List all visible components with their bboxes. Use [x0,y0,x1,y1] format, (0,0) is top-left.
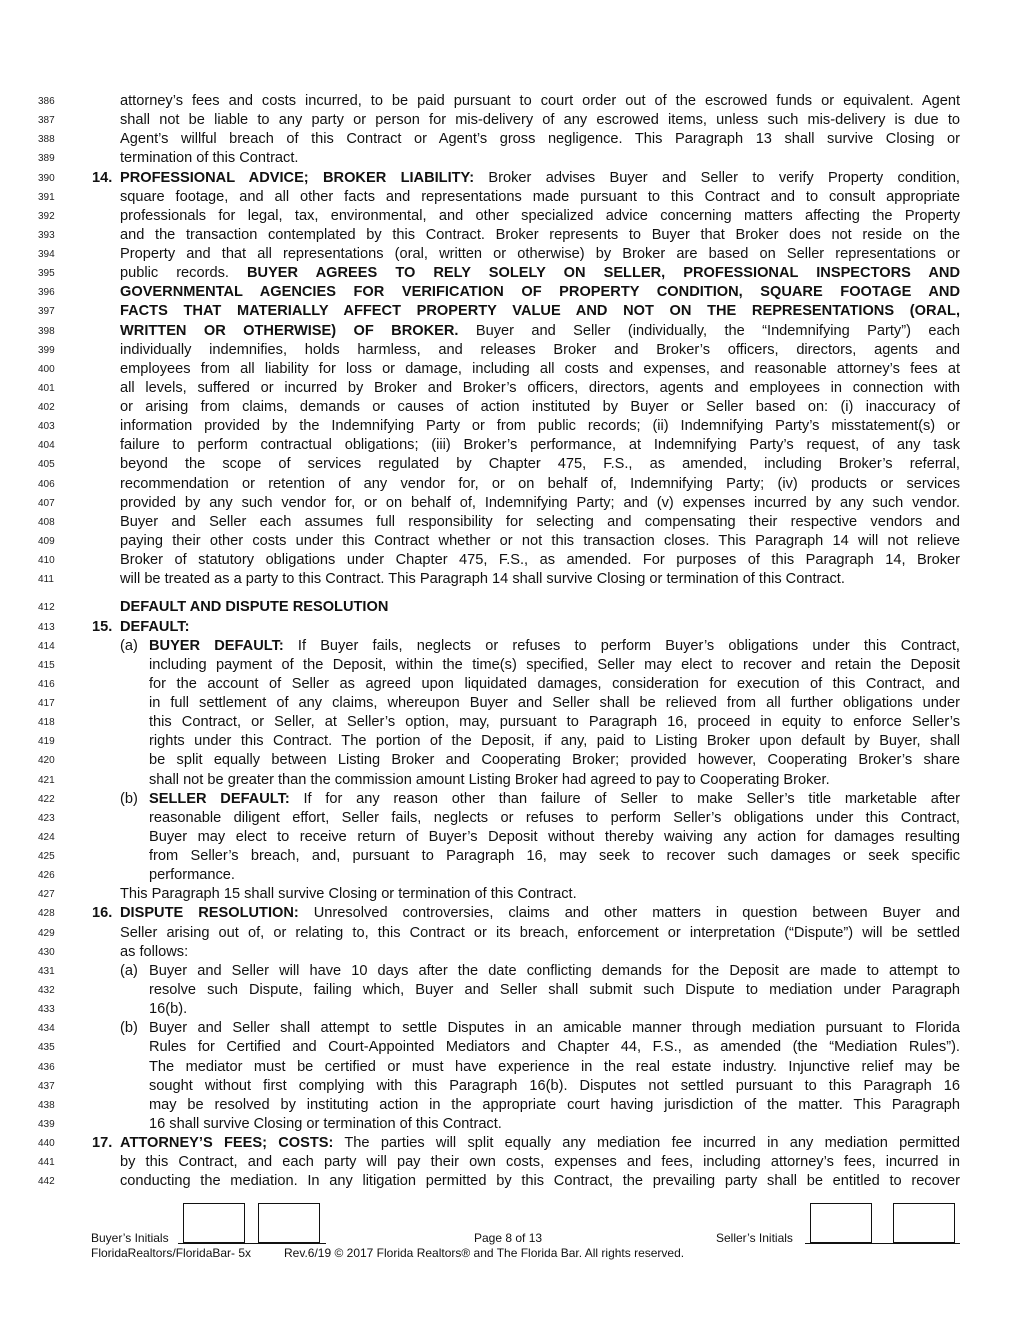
text-run: as follows: [120,943,189,960]
bold-text: DISPUTE RESOLUTION: [120,905,299,922]
bold-text: SELLER DEFAULT: [149,790,290,807]
document-line [0,111,1020,130]
line-number: 440 [38,1138,55,1150]
text-run: Seller arising out of, or relating to, this Contract or its breach, enforcement or interpretation (“Dispute”) will be settled [120,924,960,941]
line-number: 439 [38,1118,55,1130]
document-line [0,1153,1020,1172]
bold-text: DEFAULT AND DISPUTE RESOLUTION [120,599,389,616]
line-number: 425 [38,851,55,863]
line-text [149,866,960,885]
paragraph-label: (b) [120,790,138,807]
line-text [149,675,960,694]
text-run: employees from all liability for loss or damage, including all costs and expenses, and reasonable attorney’s fees at [120,360,960,377]
paragraph-label: (b) [120,1020,138,1037]
text-run: provided by any such vendor for, or on behalf of, Indemnifying Party; and (v) expenses incurred by any such vendor. [120,494,960,511]
text-run: beyond the scope of services regulated by Chapter 475, F.S., as amended, including Broker’s referral, [120,456,960,473]
text-run: If Buyer fails, neglects or refuses to perform Buyer’s obligations under this Contract, [283,637,960,654]
bold-text: GOVERNMENTAL AGENCIES FOR VERIFICATION OF PROPERTY CONDITION, SQUARE FOOTAGE AND [120,284,960,301]
text-run: sought without first complying with this Paragraph 16(b). Disputes not settled pursuant to this Paragraph 16 [149,1077,960,1094]
line-text [149,1077,960,1096]
document-line [0,475,1020,494]
line-text [120,207,960,226]
line-text [149,1019,960,1038]
bold-text: BUYER DEFAULT: [149,637,284,654]
line-text [149,809,960,828]
line-number: 437 [38,1080,55,1092]
document-line [0,1019,1020,1038]
document-line [0,302,1020,321]
line-number: 410 [38,555,55,567]
document-line [0,904,1020,923]
text-run: attorney’s fees and costs incurred, to be paid pursuant to court order out of the escrowed funds or equivalent. Agent [120,93,960,109]
document-line [0,360,1020,379]
document-line [0,436,1020,455]
line-number: 396 [38,287,55,299]
form-id: FloridaRealtors/FloridaBar- 5x [91,1246,252,1260]
line-text [120,1172,960,1191]
bold-text: DEFAULT: [120,618,190,635]
line-number: 433 [38,1004,55,1016]
document-line [0,1134,1020,1153]
document-line [0,598,1020,617]
document-line [0,1172,1020,1191]
document-line [0,981,1020,1000]
text-run: including payment of the Deposit, within the time(s) specified, Seller may elect to recover and retain the Deposit [149,656,960,673]
line-text [120,302,960,321]
document-line [0,1058,1020,1077]
bold-text: BUYER AGREES TO RELY SOLELY ON SELLER, PROFESSIONAL INSPECTORS AND [247,265,960,282]
line-text [120,570,960,589]
document-line [0,207,1020,226]
seller-initials-box-2[interactable] [893,1203,955,1243]
document-line [0,245,1020,264]
line-number: 409 [38,535,55,547]
line-text [120,92,960,111]
buyer-initials-box-2[interactable] [258,1203,320,1243]
line-text [120,1153,960,1172]
text-run: public records. [120,265,247,282]
text-run: Unresolved controversies, claims and other matters in question between Buyer and [298,905,960,922]
line-number: 429 [38,927,55,939]
paragraph-label: (a) [120,637,138,654]
line-text [149,1058,960,1077]
paragraph-label: 15. [92,618,113,635]
line-text [120,169,960,188]
line-number: 414 [38,640,55,652]
line-text [149,771,960,790]
line-text [120,398,960,417]
document-line [0,809,1020,828]
line-number: 412 [38,602,55,614]
line-text [149,1115,960,1134]
line-number: 399 [38,344,55,356]
text-run: shall not be greater than the commission amount Listing Broker had agreed to pay to Cooperating Broker. [149,771,830,788]
text-run: conducting the mediation. In any litigation permitted by this Contract, the prevailing party shall be entitled to recover [120,1173,960,1190]
document-line [0,532,1020,551]
line-text [120,475,960,494]
document-line [0,92,1020,111]
text-run: professionals for legal, tax, environmental, and other specialized advice concerning matters affecting the Property [120,207,960,224]
line-number: 430 [38,946,55,958]
line-number: 434 [38,1023,55,1035]
line-text [149,751,960,770]
line-text [149,790,960,809]
text-run: this Contract, or Seller, at Seller’s option, may, pursuant to Paragraph 16, proceed in equity to enforce Seller’s [149,714,960,731]
text-run: Buyer and Seller will have 10 days after the date conflicting demands for the Deposit are made to attempt to [149,962,960,979]
line-number: 398 [38,325,55,337]
line-number: 438 [38,1099,55,1111]
document-line [0,169,1020,188]
buyer-initials-box-1[interactable] [183,1203,245,1243]
document-line [0,341,1020,360]
line-number: 406 [38,478,55,490]
text-run: square footage, and all other facts and representations made pursuant to this Contract and to consult appropriate [120,188,960,205]
text-run: by this Contract, and each party will pay their own costs, expenses and fees, including attorney’s fees, incurred in [120,1154,960,1171]
line-number: 417 [38,698,55,710]
line-number: 418 [38,717,55,729]
line-text [120,188,960,207]
line-number: 431 [38,965,55,977]
text-run: If for any reason other than failure of Seller to make Seller’s title marketable after [289,790,960,807]
document-line [0,618,1020,637]
line-number: 386 [38,96,55,107]
line-text [120,436,960,455]
line-text [149,1000,960,1019]
text-run: Rules for Certified and Court-Appointed Mediators and Chapter 44, F.S., as amended (the “Mediation Rules”). [149,1039,960,1056]
text-run: Buyer may elect to receive return of Buyer’s Deposit without thereby waiving any action for damages resulting [149,828,960,845]
text-run: This Paragraph 15 shall survive Closing or termination of this Contract. [120,886,577,903]
document-line [0,637,1020,656]
text-run: rights under this Contract. The portion of the Deposit, if any, paid to Listing Broker upon default by Buyer, shall [149,733,960,750]
line-number: 402 [38,402,55,414]
text-run: reasonable diligent effort, Seller fails, neglects or refuses to perform Seller’s obligations under this Contract, [149,809,960,826]
line-number: 441 [38,1157,55,1169]
text-run: Buyer and Seller shall attempt to settle Disputes in an amicable manner through mediation pursuant to Florida [149,1020,960,1037]
line-text [120,379,960,398]
line-number: 420 [38,755,55,767]
line-text [120,551,960,570]
bold-text: WRITTEN OR OTHERWISE) OF BROKER. [120,322,459,339]
text-run: Broker advises Buyer and Seller to verify Property condition, [474,169,960,186]
line-text [149,1038,960,1057]
line-number: 435 [38,1042,55,1054]
text-run: information provided by the Indemnifying Party or from public records; (ii) Indemnifying Party’s misstatement(s) or [120,418,960,435]
line-text [120,455,960,474]
line-number: 408 [38,516,55,528]
line-text [120,532,960,551]
paragraph-label: 14. [92,169,113,186]
line-text [120,360,960,379]
line-text [149,981,960,1000]
line-text [120,618,960,637]
line-number: 390 [38,172,55,184]
text-run: Broker of statutory obligations under Chapter 475, F.S., as amended. For purposes of this Paragraph 14, Broker [120,552,960,569]
document-line [0,866,1020,885]
document-line [0,513,1020,532]
document-line [0,455,1020,474]
line-number: 415 [38,659,55,671]
text-run: paying their other costs under this Contract whether or not this transaction closes. This Paragraph 14 will not relieve [120,532,960,549]
line-number: 426 [38,870,55,882]
text-run: individually indemnifies, holds harmless, and releases Broker and Broker’s officers, directors, agents and [120,341,960,358]
line-text [120,904,960,923]
text-run: The parties will split equally any mediation fee incurred in any mediation permitted [333,1135,960,1152]
line-text [120,130,960,149]
line-number: 423 [38,812,55,824]
line-text [149,656,960,675]
line-text [120,341,960,360]
paragraph-label: 17. [92,1135,113,1152]
line-number: 442 [38,1176,55,1188]
line-number: 424 [38,831,55,843]
line-text [149,1096,960,1115]
document-line [0,551,1020,570]
text-run: may be resolved by instituting action in the appropriate court having jurisdiction of the matter. This Paragraph [149,1096,960,1113]
seller-initials-underline [805,1243,960,1244]
text-run: resolve such Dispute, failing which, Buyer and Seller shall submit such Dispute to mediation under Paragraph [149,981,960,998]
text-run: The mediator must be certified or must have experience in the real estate industry. Injunctive relief may be [149,1058,960,1075]
document-line [0,264,1020,283]
text-run: and the transaction contemplated by this Contract. Broker represents to Buyer that Broker does not reside on the [120,226,960,243]
document-line [0,962,1020,981]
line-number: 389 [38,153,55,165]
bold-text: ATTORNEY’S FEES; COSTS: [120,1135,334,1152]
text-run: shall not be liable to any party or person for mis-delivery of any escrowed items, unless such mis-delivery is due to [120,112,960,129]
document-line [0,732,1020,751]
line-text [149,962,960,981]
line-text [149,732,960,751]
text-run: termination of this Contract. [120,150,299,167]
text-run: Agent’s willful breach of this Contract or Agent’s gross negligence. This Paragraph 13 shall survive Closing or [120,131,960,148]
line-number: 395 [38,268,55,280]
document-line [0,1115,1020,1134]
document-line [0,188,1020,207]
line-text [149,713,960,732]
copyright-notice: Rev.6/19 © 2017 Florida Realtors® and The Florida Bar. All rights reserved. [284,1246,685,1260]
bold-text: FACTS THAT MATERIALLY AFFECT PROPERTY VALUE AND NOT ON THE REPRESENTATIONS (ORAL, [120,303,960,320]
line-text [120,1134,960,1153]
text-run: will be treated as a party to this Contract. This Paragraph 14 shall survive Closing or termination of this Contract. [120,571,845,588]
line-number: 407 [38,497,55,509]
document-line [0,398,1020,417]
line-number: 436 [38,1061,55,1073]
document-line [0,828,1020,847]
line-number: 404 [38,440,55,452]
seller-initials-label: Seller’s Initials [716,1231,793,1245]
document-line [0,1000,1020,1019]
line-text [120,598,960,617]
line-number: 400 [38,363,55,375]
document-line [0,130,1020,149]
line-number: 413 [38,621,55,633]
line-number: 391 [38,191,55,203]
text-run: 16 shall survive Closing or termination of this Contract. [149,1115,502,1132]
line-text [120,513,960,532]
buyer-initials-underline [178,1243,326,1244]
text-run: Property and that all representations (oral, written or otherwise) by Broker are based on Seller representations or [120,246,960,263]
line-text [149,847,960,866]
line-text [120,885,960,904]
line-number: 419 [38,736,55,748]
bold-text: PROFESSIONAL ADVICE; BROKER LIABILITY: [120,169,475,186]
line-text [149,828,960,847]
line-text [120,322,960,341]
line-text [120,264,960,283]
text-run: Buyer and Seller each assumes full responsibility for selecting and compensating their respective vendors and [120,513,960,530]
document-line [0,1096,1020,1115]
line-text [120,924,960,943]
document-line [0,379,1020,398]
text-run: from Seller’s breach, and, pursuant to Paragraph 16, may seek to recover such damages or seek specific [149,848,960,865]
document-line [0,1038,1020,1057]
page-number: Page 8 of 13 [474,1231,543,1245]
document-line [0,713,1020,732]
line-number: 387 [38,115,55,127]
text-run: be split equally between Listing Broker and Cooperating Broker; provided however, Cooperating Broker’s share [149,752,960,769]
text-run: in full settlement of any claims, whereupon Buyer and Seller shall be relieved from all further obligations under [149,695,960,712]
line-number: 416 [38,678,55,690]
text-run: Buyer and Seller (individually, the “Indemnifying Party”) each [458,322,960,339]
document-line [0,226,1020,245]
line-number: 428 [38,908,55,920]
document-line [0,283,1020,302]
line-text [120,943,960,962]
line-number: 427 [38,889,55,901]
line-text [120,226,960,245]
line-text [120,283,960,302]
line-text [120,245,960,264]
text-run: 16(b). [149,1001,188,1018]
line-number: 394 [38,249,55,261]
line-number: 421 [38,774,55,786]
line-text [120,494,960,513]
line-number: 401 [38,382,55,394]
text-run: for the account of Seller as agreed upon liquidated damages, consideration for execution of this Contract, and [149,675,960,692]
line-number: 432 [38,984,55,996]
buyer-initials-label: Buyer’s Initials [91,1231,169,1245]
document-line [0,675,1020,694]
document-line [0,847,1020,866]
document-line [0,1077,1020,1096]
line-number: 411 [38,574,54,586]
document-line [0,924,1020,943]
document-line [0,694,1020,713]
paragraph-label: (a) [120,962,138,979]
text-run: failure to perform contractual obligations; (iii) Broker’s performance, at Indemnifying Party’s request, of any task [120,437,960,454]
document-line [0,149,1020,168]
line-number: 392 [38,210,55,222]
text-run: all levels, suffered or incurred by Broker and Broker’s officers, directors, agents and employees in connection with [120,379,960,396]
line-text [149,637,960,656]
line-text [149,694,960,713]
document-line [0,570,1020,589]
document-line [0,417,1020,436]
line-text [120,149,960,168]
line-number: 393 [38,229,55,241]
paragraph-label: 16. [92,905,113,922]
document-line [0,494,1020,513]
document-line [0,322,1020,341]
line-number: 403 [38,421,55,433]
line-number: 405 [38,459,55,471]
document-line [0,790,1020,809]
text-run: or arising from claims, demands or causes of action instituted by Buyer or Seller based on: (i) inaccuracy of [120,399,960,416]
text-run: recommendation or retention of any vendor for, or on behalf of, Indemnifying Party; (iv) products or services [120,475,960,492]
line-number: 388 [38,134,55,146]
line-text [120,417,960,436]
line-number: 422 [38,793,55,805]
document-line [0,943,1020,962]
line-number: 397 [38,306,55,318]
document-line [0,656,1020,675]
seller-initials-box-1[interactable] [810,1203,872,1243]
line-text [120,111,960,130]
document-line [0,771,1020,790]
document-line [0,885,1020,904]
document-line [0,751,1020,770]
text-run: performance. [149,867,235,884]
